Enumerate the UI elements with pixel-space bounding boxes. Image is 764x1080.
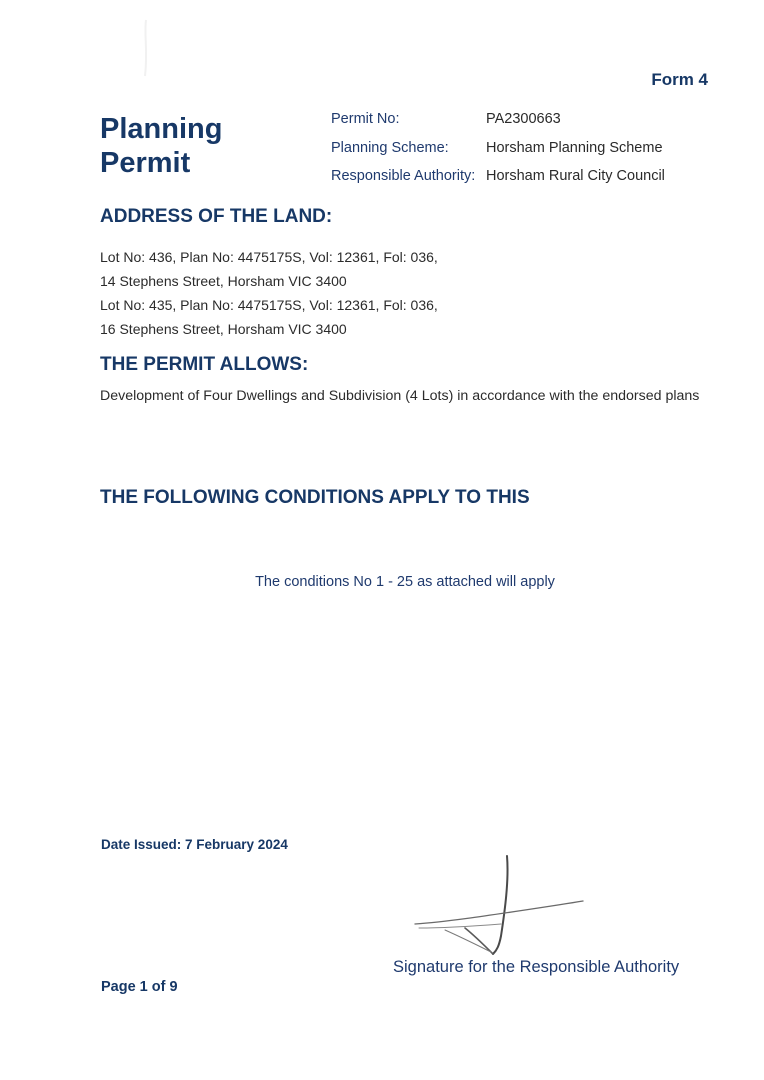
scan-mark — [140, 18, 152, 78]
signature-caption: Signature for the Responsible Authority — [393, 958, 680, 976]
address-heading: ADDRESS OF THE LAND: — [100, 206, 333, 227]
address-line-2: 14 Stephens Street, Horsham VIC 3400 — [100, 273, 347, 289]
planning-scheme-value: Horsham Planning Scheme — [486, 140, 663, 156]
address-line-3: Lot No: 435, Plan No: 4475175S, Vol: 12361, Fol: 036, — [100, 297, 438, 313]
handwritten-signature — [405, 850, 595, 960]
form-number: Form 4 — [651, 70, 708, 89]
page-number: Page 1 of 9 — [101, 979, 178, 995]
title-line-2: Permit — [100, 147, 191, 179]
conditions-text: The conditions No 1 - 25 as attached will apply — [255, 574, 555, 590]
title-line-1: Planning — [100, 113, 223, 145]
responsible-authority-value: Horsham Rural City Council — [486, 168, 665, 184]
date-issued: Date Issued: 7 February 2024 — [101, 837, 288, 852]
planning-scheme-label: Planning Scheme: — [331, 140, 449, 156]
permit-no-value: PA2300663 — [486, 111, 561, 127]
page-title — [100, 112, 222, 180]
address-line-4: 16 Stephens Street, Horsham VIC 3400 — [100, 321, 347, 337]
permit-allows-heading: THE PERMIT ALLOWS: — [100, 354, 309, 375]
conditions-heading: THE FOLLOWING CONDITIONS APPLY TO THIS — [100, 487, 530, 508]
address-line-1: Lot No: 436, Plan No: 4475175S, Vol: 12361, Fol: 036, — [100, 249, 438, 265]
permit-allows-text: Development of Four Dwellings and Subdivision (4 Lots) in accordance with the endorsed plans — [100, 388, 700, 404]
permit-no-label: Permit No: — [331, 111, 400, 127]
responsible-authority-label: Responsible Authority: — [331, 168, 476, 184]
